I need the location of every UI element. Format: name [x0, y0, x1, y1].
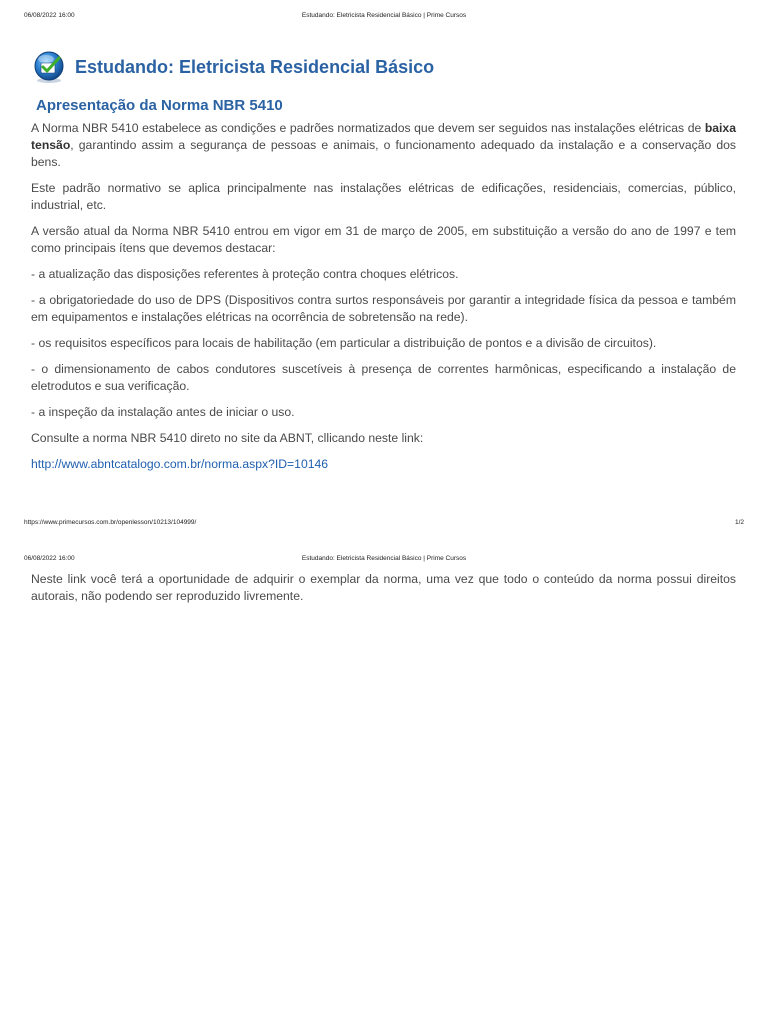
- lesson-content: [31, 120, 736, 482]
- print-url: https://www.primecursos.com.br/openlesson/10213/104999/: [24, 519, 197, 526]
- intro-text: A Norma NBR 5410 estabelece as condições e padrões normatizados que devem ser seguidos nas instalações elétricas de: [31, 121, 705, 135]
- scope-paragraph: Este padrão normativo se aplica principalmente nas instalações elétricas de edificações, residenciais, comercias, público, industrial, etc.: [31, 181, 736, 212]
- print-page-title: Estudando: Eletricista Residencial Básico | Prime Cursos: [301, 12, 467, 19]
- intro-text-end: , garantindo assim a segurança de pessoas e animais, o funcionamento adequado da instalação e a conservação dos bens.: [31, 138, 736, 169]
- intro-paragraph: [31, 120, 736, 171]
- intro-bold-text: baixa tensão: [31, 121, 736, 152]
- lesson-content-page2: [31, 571, 736, 605]
- consult-paragraph: Consulte a norma NBR 5410 direto no site da ABNT, cllicando neste link:: [31, 431, 424, 445]
- list-item: - o dimensionamento de cabos condutores suscetíveis à presença de correntes harmônicas, especificando a instalação de eletrodutos e sua verificação.: [31, 362, 736, 393]
- print-datetime: 06/08/2022 16:00: [24, 12, 75, 19]
- link-paragraph: [31, 456, 736, 473]
- print-page-number: 1/2: [734, 519, 744, 526]
- list-item: - os requisitos específicos para locais de habilitação (em particular a distribuição de pontos e a divisão de circuitos).: [31, 336, 657, 350]
- print-header: [24, 12, 744, 24]
- print-page-title: Estudando: Eletricista Residencial Básico | Prime Cursos: [301, 555, 467, 562]
- print-datetime: 06/08/2022 16:00: [24, 555, 75, 562]
- check-badge-icon: [32, 50, 66, 84]
- copyright-paragraph: Neste link você terá a oportunidade de adquirir o exemplar da norma, uma vez que todo o conteúdo da norma possui direitos autorais, não podendo ser reproduzido livremente.: [31, 572, 736, 603]
- print-header-page2: [24, 555, 744, 567]
- lesson-title: Apresentação da Norma NBR 5410: [36, 97, 283, 114]
- course-title: Estudando: Eletricista Residencial Básico: [75, 56, 435, 77]
- version-paragraph: A versão atual da Norma NBR 5410 entrou em vigor em 31 de março de 2005, em substituição a versão do ano de 1997 e tem como principais ítens que devemos destacar:: [31, 224, 736, 255]
- list-item: - a obrigatoriedade do uso de DPS (Dispositivos contra surtos responsáveis por garantir a integridade física da pessoa e também em equipamentos e instalações elétricas na ocorrência de sobretensão na rede).: [31, 293, 736, 324]
- print-footer: [24, 519, 744, 531]
- course-header: [32, 48, 434, 86]
- list-item: - a atualização das disposições referentes à proteção contra choques elétricos.: [31, 267, 459, 281]
- list-item: - a inspeção da instalação antes de iniciar o uso.: [31, 405, 295, 419]
- abnt-catalog-link[interactable]: http://www.abntcatalogo.com.br/norma.aspx?ID=10146: [31, 457, 329, 471]
